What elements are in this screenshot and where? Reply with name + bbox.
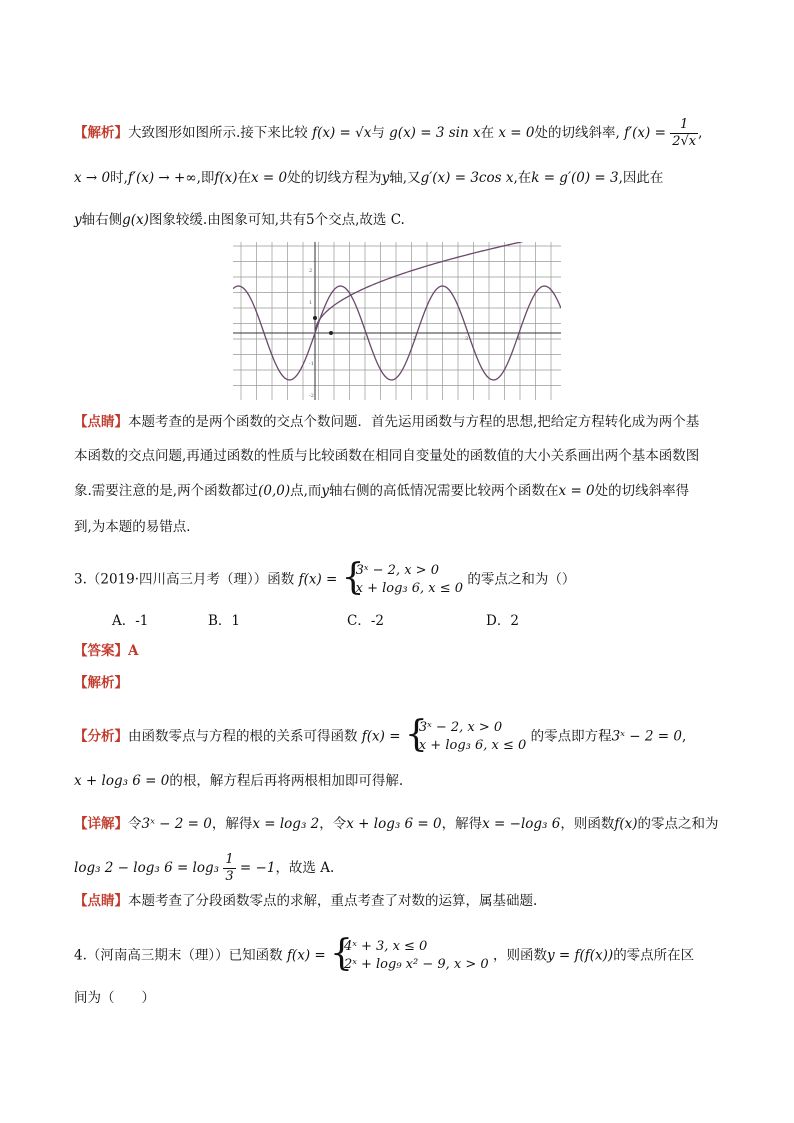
formula: x + log₃ 6 = 0 xyxy=(74,773,170,789)
analyze-tag: 【分析】 xyxy=(74,728,128,745)
tick-label: -1 xyxy=(309,361,314,367)
detail3-line-2 xyxy=(74,852,334,885)
formula-fprime: f′(x) = xyxy=(624,125,666,141)
question-4 xyxy=(74,933,695,974)
choice-c: C．-2 xyxy=(347,613,384,629)
case: x + log₃ 6, x ≤ 0 xyxy=(355,581,464,596)
text: 到,为本题的易错点． xyxy=(74,519,200,535)
formula: f′(x) → +∞ xyxy=(127,170,197,186)
text: , xyxy=(698,125,703,141)
text: 的零点所在区 xyxy=(613,947,695,964)
formula-x0: x = 0 xyxy=(498,125,535,141)
comment-tag: 【点睛】 xyxy=(74,893,128,909)
point-marker xyxy=(313,316,317,320)
text: 大致图形如图所示.接下来比较 xyxy=(128,125,308,141)
formula: f(x) = xyxy=(361,728,401,745)
formula: 3ˣ − 2 = 0 xyxy=(611,728,682,745)
text: 时, xyxy=(110,170,128,186)
text: 轴右侧 xyxy=(81,212,123,228)
analysis-line-1 xyxy=(74,117,702,150)
text: ，则函数 xyxy=(492,947,547,964)
text: ，解得 xyxy=(441,816,483,832)
question-prefix: 3.（2019·四川高三月考（理））函数 xyxy=(74,571,295,588)
formula: f(x) = xyxy=(286,947,326,964)
analyze3-line-2 xyxy=(74,771,403,791)
detail-tag: 【详解】 xyxy=(74,816,128,832)
analyze3-line-1 xyxy=(74,714,687,755)
comment-tag: 【点睛】 xyxy=(74,414,128,430)
formula: log₃ 2 − log₃ 6 = log₃ xyxy=(74,860,220,876)
choice-d: D．2 xyxy=(486,613,519,629)
text: 处的切线方程为 xyxy=(287,170,382,186)
analysis-line-2 xyxy=(74,168,663,188)
formula: g′(x) = 3cos x xyxy=(420,170,514,186)
question-suffix: 的零点之和为（） xyxy=(467,571,576,588)
text: 点,而 xyxy=(290,483,322,499)
analysis-tag: 【解析】 xyxy=(74,125,128,141)
text: 轴,又 xyxy=(389,170,421,186)
formula: k = g′(0) = 3 xyxy=(531,170,619,186)
tick-label: -2 xyxy=(309,393,314,399)
question-3 xyxy=(74,557,576,598)
text: ，令 xyxy=(319,816,347,832)
question-prefix: 4.（河南高三期末（理））已知函数 xyxy=(74,947,283,964)
fraction-numerator: 1 xyxy=(225,852,234,867)
case: 3ˣ − 2, x > 0 xyxy=(355,563,439,578)
formula: y xyxy=(321,483,330,499)
text: 间为（ ） xyxy=(74,990,155,1006)
text: ，则函数 xyxy=(560,816,615,832)
question-4-line-2 xyxy=(74,988,155,1008)
text: 本函数的交点问题,再通过函数的性质与比较函数在相同自变量处的函数值的大小关系画出两个基本函数图 xyxy=(74,448,700,464)
fraction-numerator: 1 xyxy=(670,117,698,134)
tick-label: 2 xyxy=(413,336,417,342)
formula: x = −log₃ 6 xyxy=(482,816,561,832)
formula: g(x) xyxy=(122,212,149,228)
case: 4ˣ + 3, x ≤ 0 xyxy=(343,939,428,954)
fraction xyxy=(223,852,235,885)
text: 象.需要注意的是,两个函数都过 xyxy=(74,483,259,499)
analysis-line-3 xyxy=(74,210,405,230)
tick-label: 1 xyxy=(309,300,313,306)
formula: y xyxy=(381,170,390,186)
text: ,因此在 xyxy=(618,170,664,186)
text: 在 xyxy=(237,170,252,186)
text: 与 xyxy=(371,125,385,141)
point-marker xyxy=(329,331,333,335)
answer-tag: 【答案】 xyxy=(74,643,128,659)
choice-b: B．1 xyxy=(208,613,241,629)
text: 由函数零点与方程的根的关系可得函数 xyxy=(128,728,358,745)
text: 的零点之和为 xyxy=(637,816,719,832)
answer-value: A xyxy=(128,643,139,659)
text: 的零点即方程 xyxy=(530,728,612,745)
text: 处的切线斜率, xyxy=(534,125,620,141)
text: 处的切线斜率得 xyxy=(594,483,690,499)
formula: = −1 xyxy=(239,860,276,876)
formula: f(x) xyxy=(214,170,238,186)
formula: f(x) xyxy=(614,816,638,832)
answer-line xyxy=(74,641,138,661)
text: ,即 xyxy=(196,170,215,186)
formula: 3ˣ − 2 = 0 xyxy=(141,816,212,832)
case: 3ˣ − 2, x > 0 xyxy=(418,720,503,735)
text: ，故选 A. xyxy=(275,860,335,876)
formula-g: g(x) = 3 sin x xyxy=(389,125,481,141)
analysis3-line xyxy=(74,673,128,693)
comment-line-4 xyxy=(74,517,200,537)
text: , xyxy=(681,728,687,745)
fraction-denominator: 2√x xyxy=(672,134,697,149)
formula: x = 0 xyxy=(251,170,288,186)
formula: y xyxy=(74,212,82,228)
piecewise-function: { 3ˣ − 2, x > 0 x + log₃ 6, x ≤ 0 xyxy=(404,714,527,755)
tick-label: 2 xyxy=(309,268,313,274)
comment3-line xyxy=(74,891,537,911)
piecewise-function: { 4ˣ + 3, x ≤ 0 2ˣ + log₉ x² − 9, x > 0 xyxy=(329,933,489,974)
case: x + log₃ 6, x ≤ 0 xyxy=(418,738,527,753)
text: ,在 xyxy=(513,170,532,186)
function-graph xyxy=(233,242,561,400)
fraction xyxy=(670,117,698,150)
choice-a: A．-1 xyxy=(112,613,149,629)
fraction-denominator: 3 xyxy=(225,869,234,884)
text: 本题考查的是两个函数的交点个数问题．首先运用函数与方程的思想,把给定方程转化成为两个基 xyxy=(128,414,700,430)
tick-label: 1 xyxy=(363,336,367,342)
formula: x + log₃ 6 = 0 xyxy=(346,816,442,832)
graph-svg xyxy=(233,242,561,400)
comment-line-2 xyxy=(74,446,699,466)
text: 轴右侧的高低情况需要比较两个函数在 xyxy=(329,483,559,499)
detail3-line-1 xyxy=(74,814,718,834)
tick-label: 4 xyxy=(517,336,521,342)
text: 的根，解方程后再将两根相加即可得解. xyxy=(169,773,404,789)
comment-line-1 xyxy=(74,412,699,432)
formula: x → 0 xyxy=(74,170,111,186)
formula: (0,0) xyxy=(258,483,291,499)
formula: y = f(f(x)) xyxy=(546,947,614,964)
text: 图象较缓.由图象可知,共有5个交点,故选 C. xyxy=(148,212,405,228)
text: 令 xyxy=(128,816,142,832)
comment-line-3 xyxy=(74,481,689,501)
tick-label: 3 xyxy=(465,336,469,342)
formula: f(x) = xyxy=(298,571,338,588)
piecewise-function: { 3ˣ − 2, x > 0 x + log₃ 6, x ≤ 0 xyxy=(341,557,464,598)
formula-f: f(x) = √x xyxy=(312,125,372,141)
text: 在 xyxy=(480,125,495,141)
analysis-tag: 【解析】 xyxy=(74,675,128,691)
text: ，解得 xyxy=(211,816,253,832)
formula: x = 0 xyxy=(558,483,595,499)
formula: x = log₃ 2 xyxy=(252,816,320,832)
text: 本题考查了分段函数零点的求解，重点考查了对数的运算，属基础题. xyxy=(128,893,538,909)
case: 2ˣ + log₉ x² − 9, x > 0 xyxy=(343,957,489,972)
